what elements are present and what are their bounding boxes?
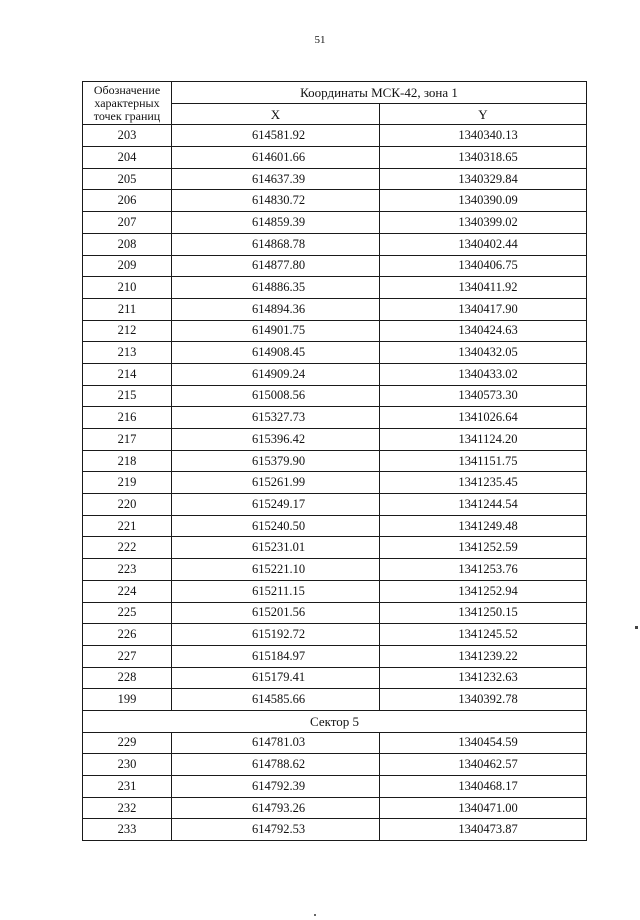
x-coordinate-cell: 614601.66 [172,147,380,169]
table-row [83,363,587,385]
table-row [83,689,587,711]
x-coordinate-cell: 615008.56 [172,385,380,407]
x-coordinate-cell: 614830.72 [172,190,380,212]
table-row [83,667,587,689]
y-coordinate-cell: 1340454.59 [380,732,587,754]
x-coordinate-cell: 615396.42 [172,429,380,451]
y-coordinate-cell: 1341235.45 [380,472,587,494]
scan-speck [635,626,638,629]
x-coordinate-cell: 614909.24 [172,363,380,385]
table-row [83,277,587,299]
y-coordinate-cell: 1341245.52 [380,624,587,646]
y-coordinate-cell: 1341026.64 [380,407,587,429]
point-id-cell: 222 [83,537,172,559]
y-coordinate-cell: 1340329.84 [380,168,587,190]
x-coordinate-cell: 614859.39 [172,212,380,234]
x-coordinate-cell: 614637.39 [172,168,380,190]
point-id-cell: 207 [83,212,172,234]
y-coordinate-cell: 1340340.13 [380,125,587,147]
x-coordinate-cell: 614868.78 [172,233,380,255]
point-id-cell: 225 [83,602,172,624]
table-row [83,255,587,277]
x-coordinate-cell: 614788.62 [172,754,380,776]
y-coordinate-cell: 1340318.65 [380,147,587,169]
y-coordinate-cell: 1341124.20 [380,429,587,451]
table-row [83,624,587,646]
x-coordinate-cell: 614886.35 [172,277,380,299]
point-id-cell: 224 [83,580,172,602]
table-row [83,797,587,819]
point-id-cell: 209 [83,255,172,277]
point-id-cell: 206 [83,190,172,212]
point-id-cell: 213 [83,342,172,364]
table-row [83,212,587,234]
point-id-cell: 214 [83,363,172,385]
y-coordinate-cell: 1340424.63 [380,320,587,342]
table-row [83,407,587,429]
point-id-cell: 199 [83,689,172,711]
table-row [83,732,587,754]
y-coordinate-cell: 1341151.75 [380,450,587,472]
table-row [83,472,587,494]
point-id-cell: 212 [83,320,172,342]
point-id-cell: 217 [83,429,172,451]
x-coordinate-cell: 614781.03 [172,732,380,754]
table-row [83,602,587,624]
x-coordinate-cell: 614908.45 [172,342,380,364]
point-id-cell: 208 [83,233,172,255]
point-id-cell: 205 [83,168,172,190]
table-row [83,298,587,320]
table-row [83,754,587,776]
x-coordinate-cell: 615179.41 [172,667,380,689]
point-id-cell: 233 [83,819,172,841]
scan-speck [314,914,316,916]
x-coordinate-cell: 615327.73 [172,407,380,429]
y-coordinate-cell: 1340471.00 [380,797,587,819]
table-row [83,645,587,667]
header-x: X [172,103,380,125]
header-coordinate-system: Координаты МСК-42, зона 1 [172,82,587,104]
y-coordinate-cell: 1341249.48 [380,515,587,537]
x-coordinate-cell: 614792.39 [172,776,380,798]
y-coordinate-cell: 1340462.57 [380,754,587,776]
table-row [83,429,587,451]
point-id-cell: 219 [83,472,172,494]
point-id-cell: 229 [83,732,172,754]
point-id-cell: 227 [83,645,172,667]
header-y: Y [380,103,587,125]
y-coordinate-cell: 1340468.17 [380,776,587,798]
x-coordinate-cell: 615379.90 [172,450,380,472]
x-coordinate-cell: 614894.36 [172,298,380,320]
x-coordinate-cell: 615221.10 [172,559,380,581]
table-row [83,537,587,559]
y-coordinate-cell: 1341253.76 [380,559,587,581]
y-coordinate-cell: 1341244.54 [380,494,587,516]
y-coordinate-cell: 1340402.44 [380,233,587,255]
header-point-designation: Обозначение характерных точек границ [83,82,172,125]
x-coordinate-cell: 615211.15 [172,580,380,602]
table-row [83,385,587,407]
table-row [83,342,587,364]
point-id-cell: 226 [83,624,172,646]
y-coordinate-cell: 1340411.92 [380,277,587,299]
point-id-cell: 223 [83,559,172,581]
y-coordinate-cell: 1341250.15 [380,602,587,624]
section-header-row [83,710,587,732]
point-id-cell: 203 [83,125,172,147]
x-coordinate-cell: 615201.56 [172,602,380,624]
section-5-block [83,710,587,732]
y-coordinate-cell: 1341232.63 [380,667,587,689]
x-coordinate-cell: 614877.80 [172,255,380,277]
y-coordinate-cell: 1341252.59 [380,537,587,559]
table-row [83,494,587,516]
table-row [83,233,587,255]
section-table-body [83,732,587,840]
point-id-cell: 218 [83,450,172,472]
x-coordinate-cell: 614792.53 [172,819,380,841]
x-coordinate-cell: 614585.66 [172,689,380,711]
y-coordinate-cell: 1340432.05 [380,342,587,364]
table-row [83,320,587,342]
x-coordinate-cell: 615231.01 [172,537,380,559]
table-row [83,450,587,472]
point-id-cell: 204 [83,147,172,169]
table-row [83,147,587,169]
table-row [83,819,587,841]
point-id-cell: 216 [83,407,172,429]
point-id-cell: 228 [83,667,172,689]
x-coordinate-cell: 614901.75 [172,320,380,342]
x-coordinate-cell: 615240.50 [172,515,380,537]
point-id-cell: 230 [83,754,172,776]
x-coordinate-cell: 614793.26 [172,797,380,819]
y-coordinate-cell: 1340433.02 [380,363,587,385]
y-coordinate-cell: 1341239.22 [380,645,587,667]
page-number: 51 [314,34,326,46]
table-row [83,559,587,581]
table-row [83,125,587,147]
y-coordinate-cell: 1341252.94 [380,580,587,602]
table-row [83,168,587,190]
x-coordinate-cell: 615192.72 [172,624,380,646]
x-coordinate-cell: 615184.97 [172,645,380,667]
point-id-cell: 220 [83,494,172,516]
point-id-cell: 232 [83,797,172,819]
point-id-cell: 211 [83,298,172,320]
x-coordinate-cell: 615249.17 [172,494,380,516]
table-row [83,776,587,798]
y-coordinate-cell: 1340573.30 [380,385,587,407]
table-row [83,515,587,537]
coordinates-table [82,81,587,841]
point-id-cell: 215 [83,385,172,407]
point-id-cell: 221 [83,515,172,537]
y-coordinate-cell: 1340473.87 [380,819,587,841]
y-coordinate-cell: 1340417.90 [380,298,587,320]
y-coordinate-cell: 1340390.09 [380,190,587,212]
x-coordinate-cell: 615261.99 [172,472,380,494]
table-row [83,190,587,212]
x-coordinate-cell: 614581.92 [172,125,380,147]
y-coordinate-cell: 1340406.75 [380,255,587,277]
point-id-cell: 210 [83,277,172,299]
section-label: Сектор 5 [83,710,587,732]
y-coordinate-cell: 1340399.02 [380,212,587,234]
table-row [83,580,587,602]
point-id-cell: 231 [83,776,172,798]
y-coordinate-cell: 1340392.78 [380,689,587,711]
table-body [83,125,587,711]
